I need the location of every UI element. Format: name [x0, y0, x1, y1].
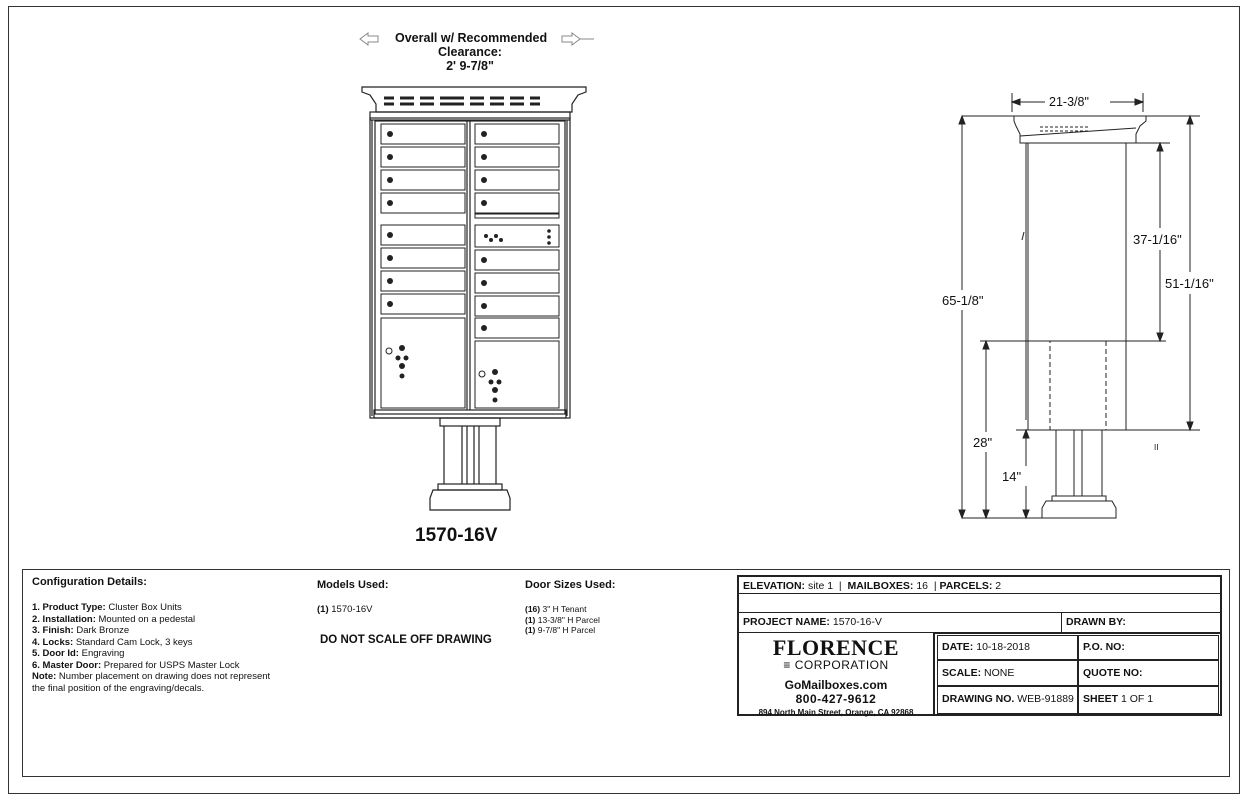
project-row: PROJECT NAME: 1570-16-V — [737, 612, 1062, 633]
side-marker: II — [1154, 443, 1159, 452]
clearance-line2: Clearance: — [438, 45, 502, 59]
side-base-dim: 28" — [973, 435, 993, 450]
config-item: 1. Product Type: Cluster Box Units — [32, 602, 182, 613]
config-item: 5. Door Id: Engraving — [32, 648, 125, 659]
side-pedestal-dim: 14" — [1002, 469, 1022, 484]
models-used — [317, 579, 492, 646]
side-overall-dim: 65-1/8" — [942, 293, 984, 308]
logo-box — [737, 632, 934, 716]
clearance-label — [395, 31, 548, 73]
company-logo-name: FLORENCE — [772, 635, 900, 660]
company-logo-sub: ≡ CORPORATION — [783, 658, 889, 672]
drawing-no-cell: DRAWING NO. WEB-91889 — [937, 686, 1078, 714]
config-item: 4. Locks: Standard Cam Lock, 3 keys — [32, 636, 193, 648]
company-website: GoMailboxes.com — [784, 678, 888, 692]
drawn-by: DRAWN BY: — [1061, 612, 1222, 633]
quote-cell: QUOTE NO: — [1078, 660, 1219, 686]
info-grid-border — [934, 632, 1222, 716]
side-width-dim: 21-3/8" — [1049, 95, 1089, 109]
clearance-value: 2' 9-7/8" — [446, 59, 494, 73]
config-item: 6. Master Door: Prepared for USPS Master Lock — [32, 659, 240, 671]
blank-row — [737, 593, 1222, 613]
company-address: 894 North Main Street, Orange, CA 92868 — [758, 708, 914, 717]
config-title: Configuration Details: — [32, 576, 147, 588]
clearance-right-arrow — [562, 33, 580, 45]
models-title: Models Used: — [317, 579, 389, 591]
sheet-cell: SHEET 1 OF 1 — [1078, 686, 1219, 714]
clearance-left-arrow — [360, 33, 378, 45]
side-elevation-drawing — [959, 93, 1200, 518]
config-note: Note: Number placement on drawing does not represent — [32, 671, 271, 682]
config-item: 2. Installation: Mounted on a pedestal — [32, 613, 196, 625]
company-phone: 800-427-9612 — [795, 692, 877, 706]
menu-lines-icon: ≡ — [783, 658, 791, 672]
clearance-line1: Overall w/ Recommended — [395, 31, 548, 45]
date-cell: DATE: 10-18-2018 — [937, 635, 1078, 660]
config-item: 3. Finish: Dark Bronze — [32, 625, 130, 636]
model-caption: 1570-16V — [415, 525, 498, 546]
scale-cell: SCALE: NONE — [937, 660, 1078, 686]
elevation-row: ELEVATION: site 1 | MAILBOXES: 16 | PARCELS: 2 — [737, 575, 1222, 594]
door-item: (16) 3" H Tenant — [525, 604, 587, 614]
door-item: (1) 9-7/8" H Parcel — [525, 625, 596, 635]
config-note-cont: the final position of the engraving/decals. — [32, 682, 205, 694]
door-item: (1) 13-3/8" H Parcel — [525, 614, 600, 625]
configuration-details — [32, 576, 322, 694]
model-item: (1) 1570-16V — [317, 604, 373, 615]
side-body-dim: 37-1/16" — [1133, 232, 1182, 247]
side-top-dim: 51-1/16" — [1165, 276, 1214, 291]
doors-title: Door Sizes Used: — [525, 579, 616, 591]
door-sizes — [525, 579, 615, 636]
po-cell: P.O. NO: — [1078, 635, 1219, 660]
scale-warning: DO NOT SCALE OFF DRAWING — [320, 633, 492, 646]
